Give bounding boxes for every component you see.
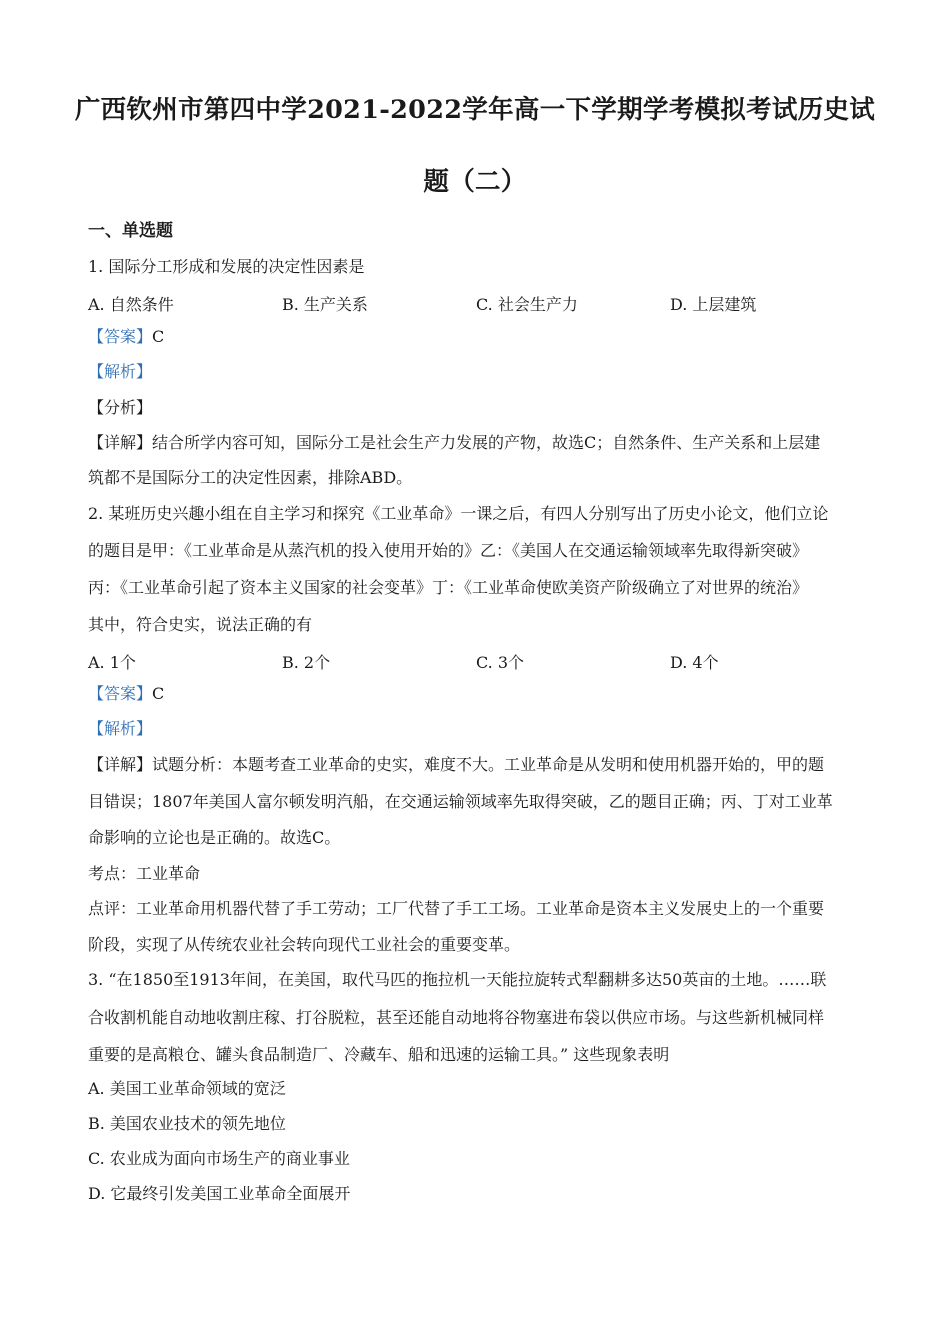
q2-option-b: B. 2个 (282, 653, 331, 672)
q1-detail-line-1: 【详解】结合所学内容可知，国际分工是社会生产力发展的产物，故选C；自然条件、生产关系和上层建 (88, 433, 821, 452)
q1-analysis-tag: 【解析】 (88, 362, 153, 381)
q1-option-b: B. 生产关系 (282, 295, 368, 314)
q1-fenxi: 【分析】 (88, 398, 153, 417)
q1-option-d: D. 上层建筑 (670, 295, 757, 314)
q1-detail-line-2: 筑都不是国际分工的决定性因素，排除ABD。 (88, 468, 413, 487)
q2-detail-line-3: 命影响的立论也是正确的。故选C。 (88, 828, 341, 847)
q3-stem-line-2: 合收割机能自动地收割庄稼、打谷脱粒，甚至还能自动地将谷物塞进布袋以供应市场。与这些新机械同样 (88, 1008, 825, 1027)
q1-stem: 1. 国际分工形成和发展的决定性因素是 (88, 257, 365, 276)
q3-option-d: D. 它最终引发美国工业革命全面展开 (88, 1184, 351, 1203)
q2-option-a: A. 1个 (88, 653, 136, 672)
q3-stem-line-1: 3. “在1850至1913年间，在美国，取代马匹的拖拉机一天能拉旋转式犁翻耕多达50英亩的土地。……联 (88, 970, 827, 989)
q1-answer-tag: 【答案】 (88, 327, 153, 346)
q1-option-c: C. 社会生产力 (476, 295, 578, 314)
q1-answer (88, 327, 164, 347)
q2-kaodian: 考点：工业革命 (88, 864, 201, 883)
section-title: 一、单选题 (88, 221, 173, 241)
q2-answer-tag: 【答案】 (88, 684, 153, 703)
q3-option-b: B. 美国农业技术的领先地位 (88, 1114, 286, 1133)
document-title-line-1: 广西钦州市第四中学2021-2022学年高一下学期学考模拟考试历史试 (74, 95, 876, 125)
q2-detail-line-1: 【详解】试题分析：本题考查工业革命的史实，难度不大。工业革命是从发明和使用机器开始的，甲的题 (88, 755, 825, 774)
q2-detail-line-2: 目错误；1807年美国人富尔顿发明汽船，在交通运输领域率先取得突破，乙的题目正确；丙、丁对工业革 (88, 792, 833, 811)
q2-answer (88, 684, 164, 704)
q1-option-a: A. 自然条件 (88, 295, 174, 314)
q1-answer-value: C (152, 327, 165, 346)
q2-analysis-tag: 【解析】 (88, 719, 153, 738)
q2-stem-line-4: 其中，符合史实，说法正确的有 (88, 615, 313, 634)
q2-stem-line-2: 的题目是甲：《工业革命是从蒸汽机的投入使用开始的》乙：《美国人在交通运输领域率先取得新突破》 (88, 541, 809, 560)
q2-option-d: D. 4个 (670, 653, 719, 672)
q2-stem-line-1: 2. 某班历史兴趣小组在自主学习和探究《工业革命》一课之后，有四人分别写出了历史小论文，他们立论 (88, 504, 829, 523)
q2-dianping-line-2: 阶段，实现了从传统农业社会转向现代工业社会的重要变革。 (88, 935, 521, 954)
q3-option-a: A. 美国工业革命领域的宽泛 (88, 1079, 286, 1098)
q2-answer-value: C (152, 684, 165, 703)
q2-dianping-line-1: 点评：工业革命用机器代替了手工劳动；工厂代替了手工工场。工业革命是资本主义发展史上的一个重要 (88, 899, 825, 918)
q2-option-c: C. 3个 (476, 653, 525, 672)
q3-option-c: C. 农业成为面向市场生产的商业事业 (88, 1149, 350, 1168)
q3-stem-line-3: 重要的是高粮仓、罐头食品制造厂、冷藏车、船和迅速的运输工具。” 这些现象表明 (88, 1045, 670, 1064)
q2-stem-line-3: 丙：《工业革命引起了资本主义国家的社会变革》丁：《工业革命使欧美资产阶级确立了对世界的统治》 (88, 578, 809, 597)
document-title-line-2: 题（二） (423, 167, 527, 197)
